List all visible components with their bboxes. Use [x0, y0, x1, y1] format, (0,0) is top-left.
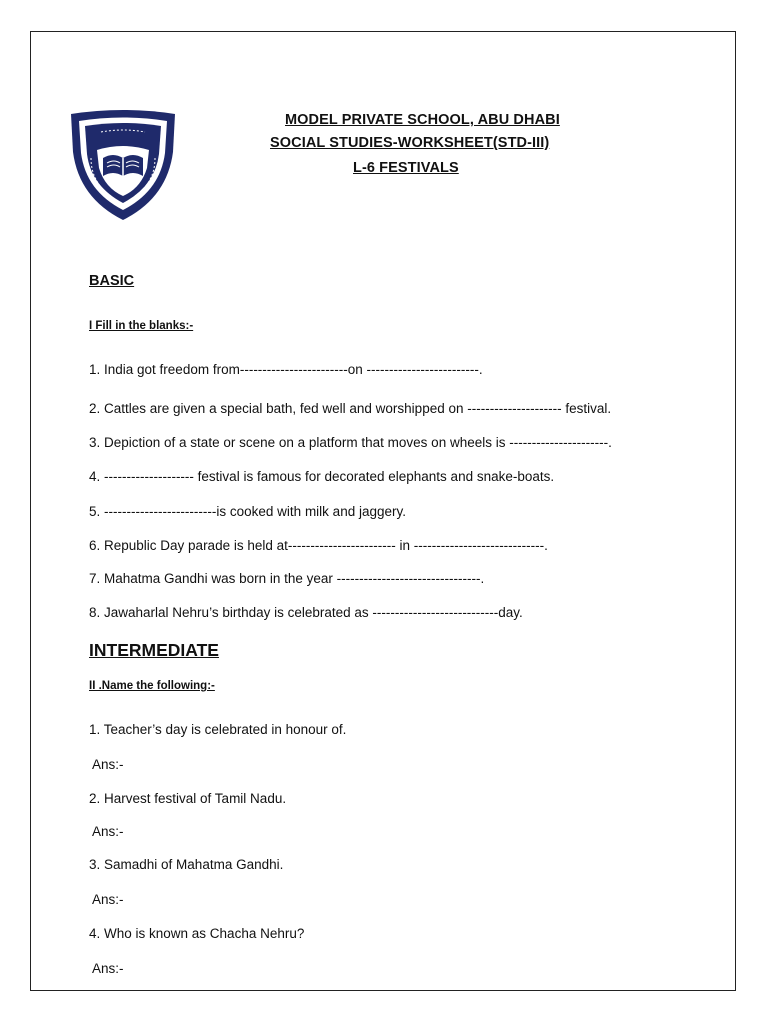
fill-blanks-instruction: I Fill in the blanks:-: [89, 320, 194, 332]
fill-blank-question: 8. Jawaharlal Nehru’s birthday is celebrated as ----------------------------day.: [89, 605, 523, 620]
answer-label: Ans:-: [92, 892, 124, 907]
name-question: 1. Teacher’s day is celebrated in honour of.: [89, 722, 347, 737]
fill-blank-question: 5. -------------------------is cooked with milk and jaggery.: [89, 504, 406, 519]
fill-blank-question: 2. Cattles are given a special bath, fed well and worshipped on --------------------- festival.: [89, 401, 612, 416]
answer-label: Ans:-: [92, 757, 124, 772]
answer-label: Ans:-: [92, 961, 124, 976]
name-question: 4. Who is known as Chacha Nehru?: [89, 926, 305, 941]
lesson-title: L-6 FESTIVALS: [353, 160, 459, 176]
worksheet-subject: SOCIAL STUDIES-WORKSHEET(STD-III): [270, 135, 550, 151]
fill-blank-question: 3. Depiction of a state or scene on a platform that moves on wheels is ----------------------.: [89, 435, 612, 450]
name-question: 3. Samadhi of Mahatma Gandhi.: [89, 857, 284, 872]
name-following-instruction: II .Name the following:-: [89, 680, 215, 692]
section-basic-title: BASIC: [89, 273, 135, 289]
fill-blank-question: 7. Mahatma Gandhi was born in the year --------------------------------.: [89, 571, 485, 586]
section-intermediate-title: INTERMEDIATE: [89, 640, 219, 660]
fill-blank-question: 6. Republic Day parade is held at------------------------ in -----------------------------.: [89, 538, 548, 553]
school-crest-logo: [67, 108, 179, 222]
name-question: 2. Harvest festival of Tamil Nadu.: [89, 791, 287, 806]
fill-blank-question: 4. -------------------- festival is famous for decorated elephants and snake-boats.: [89, 469, 555, 484]
fill-blank-question: 1. India got freedom from------------------------on -------------------------.: [89, 362, 483, 377]
answer-label: Ans:-: [92, 824, 124, 839]
school-name: MODEL PRIVATE SCHOOL, ABU DHABI: [285, 112, 560, 128]
